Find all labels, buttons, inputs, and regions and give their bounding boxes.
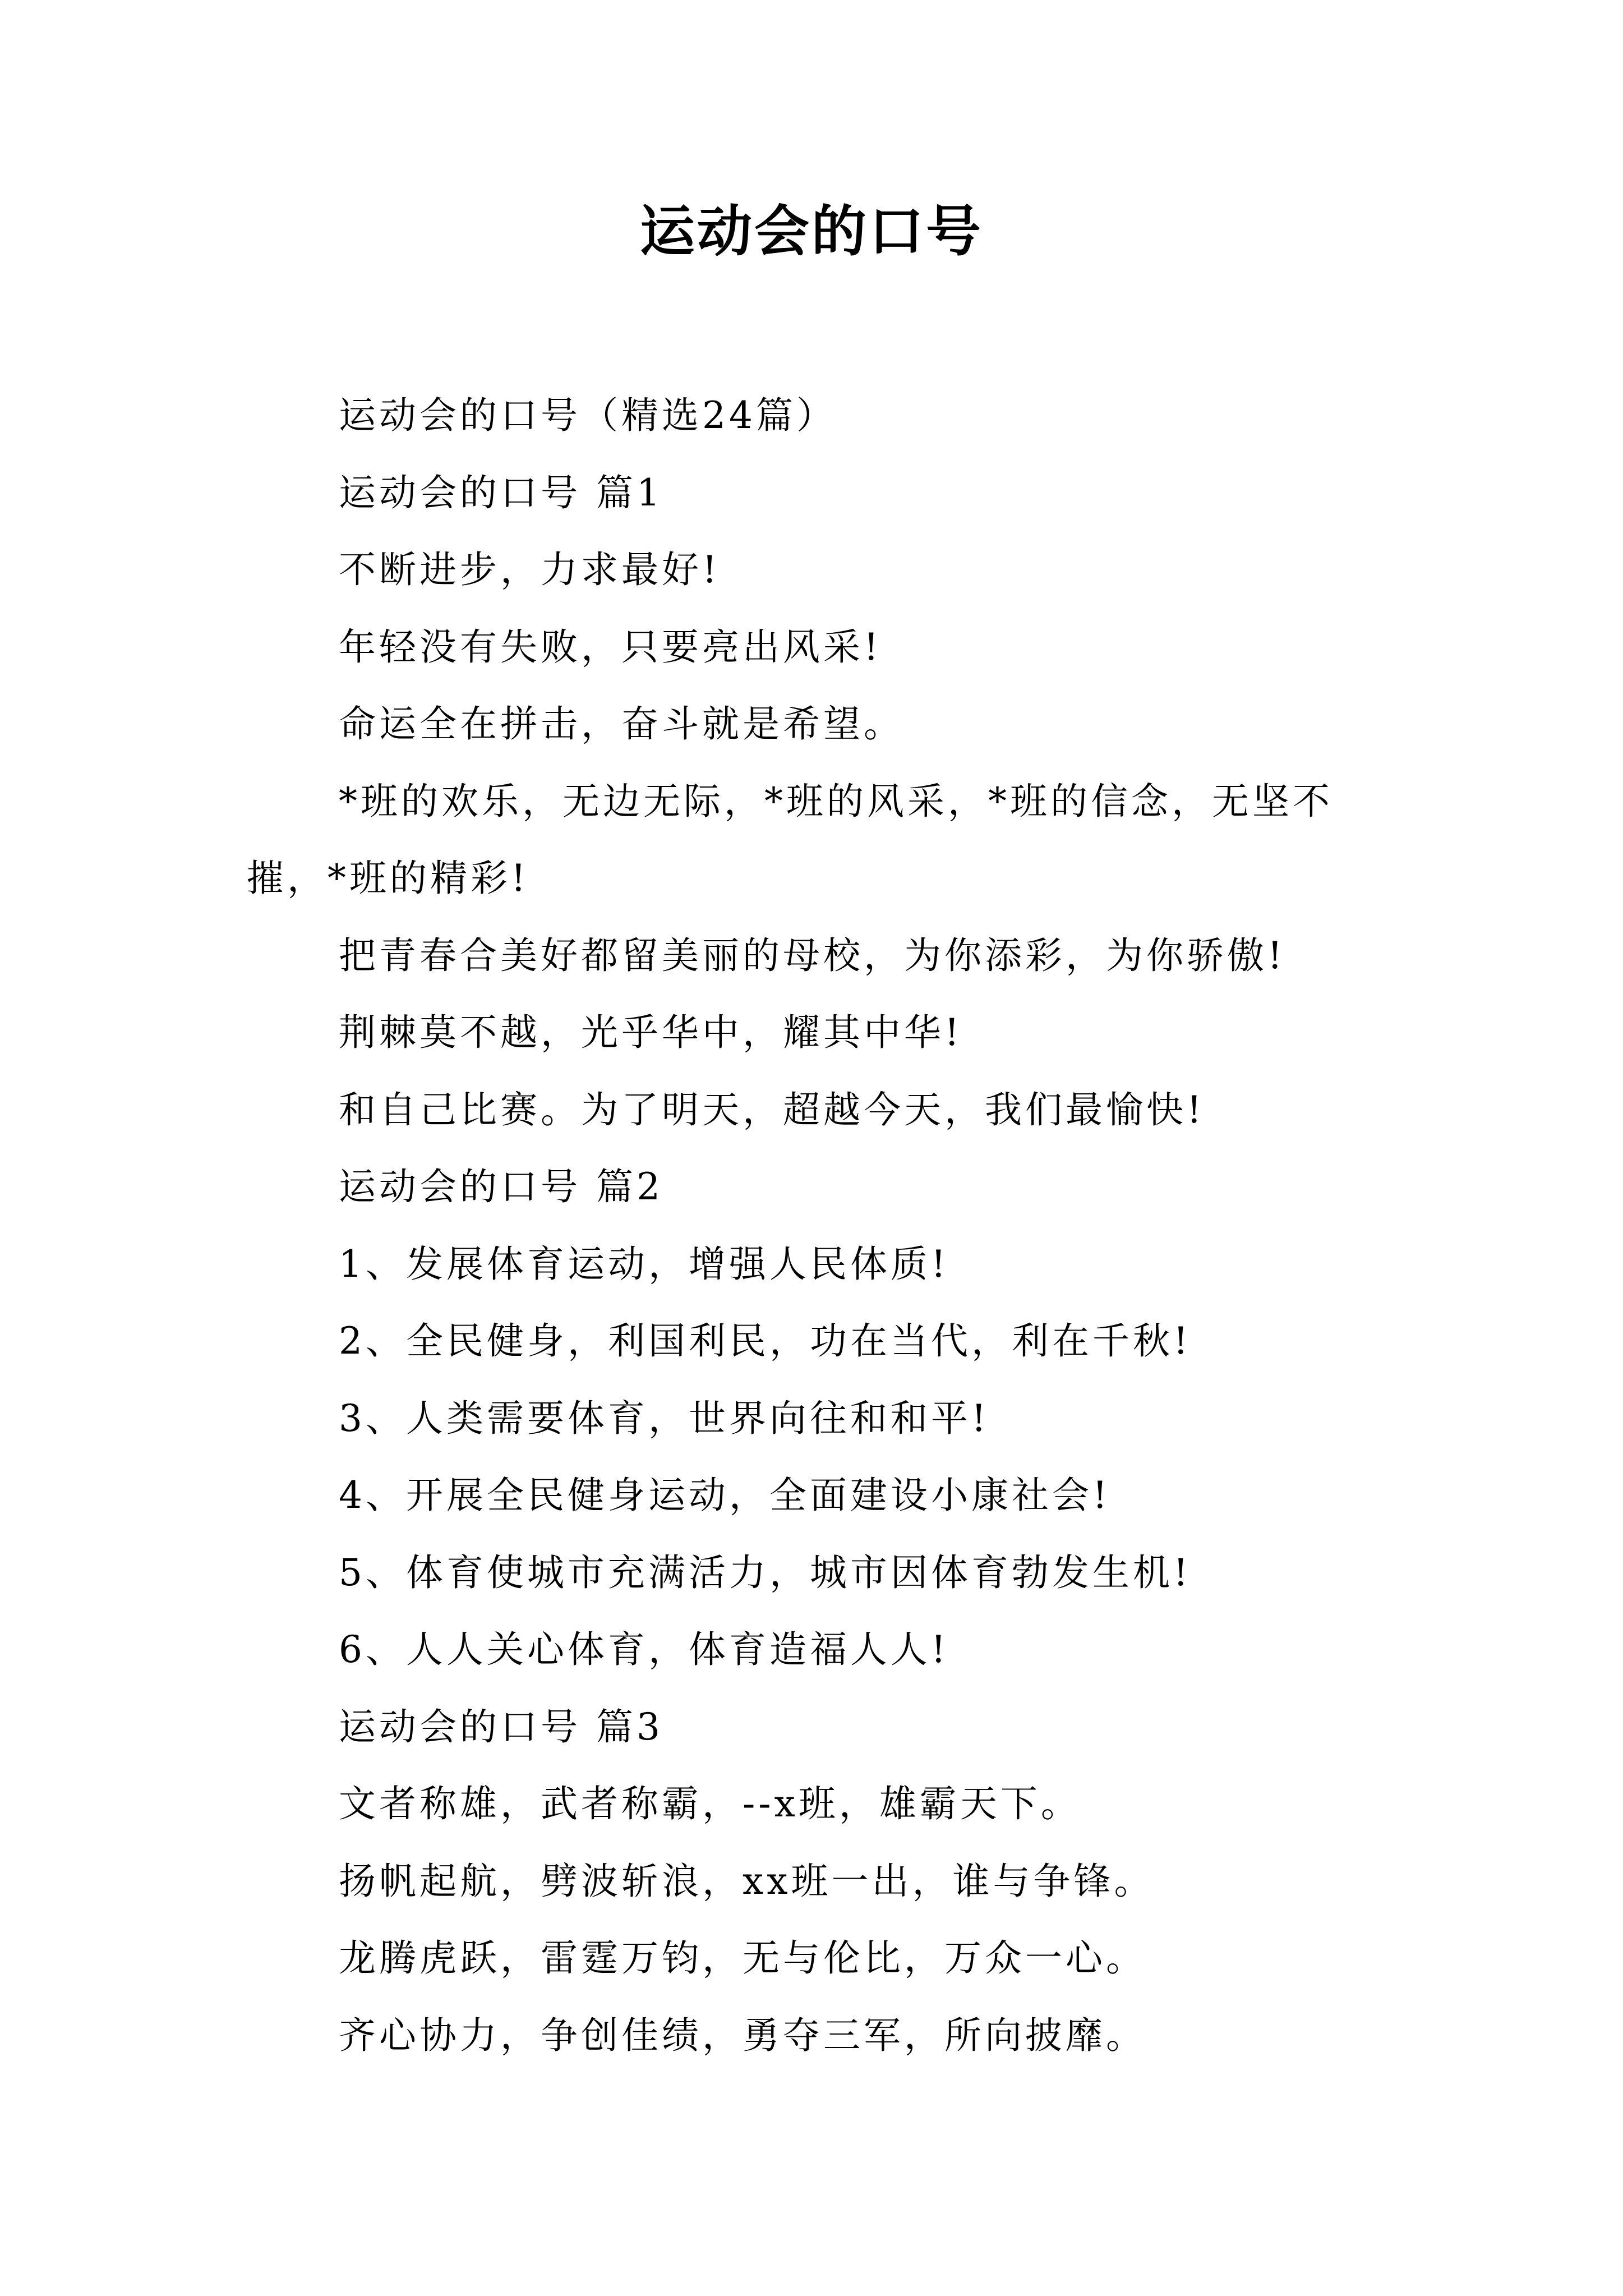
slogan-paragraph: 扬帆起航，劈波斩浪，xx班一出，谁与争锋。 xyxy=(339,1859,1155,1903)
subtitle-paragraph: 运动会的口号（精选24篇） xyxy=(339,394,837,437)
document-title: 运动会的口号 xyxy=(639,200,983,264)
slogan-paragraph: 荆棘莫不越，光乎华中，耀其中华! xyxy=(339,1011,963,1054)
slogan-paragraph: 文者称雄，武者称霸，--x班，雄霸天下。 xyxy=(339,1782,1081,1825)
slogan-paragraph: 把青春合美好都留美丽的母校，为你添彩，为你骄傲! xyxy=(339,933,1286,977)
slogan-paragraph: 3、人类需要体育，世界向往和和平! xyxy=(339,1396,990,1440)
section-heading: 运动会的口号 篇3 xyxy=(339,1705,663,1749)
slogan-paragraph: 不断进步，力求最好! xyxy=(339,548,721,591)
slogan-paragraph: *班的欢乐，无边无际，*班的风采，*班的信念，无坚不摧，*班的精彩! xyxy=(247,779,1333,900)
section-heading: 运动会的口号 篇2 xyxy=(339,1165,663,1208)
slogan-paragraph: 4、开展全民健身运动，全面建设小康社会! xyxy=(339,1474,1111,1517)
slogan-paragraph: 齐心协力，争创佳绩，勇夺三军，所向披靡。 xyxy=(339,2013,1146,2057)
document-body xyxy=(247,377,1380,2074)
section-heading: 运动会的口号 篇1 xyxy=(339,471,663,514)
slogan-paragraph: 龙腾虎跃，雷霆万钧，无与伦比，万众一心。 xyxy=(339,1936,1146,1980)
slogan-paragraph: 1、发展体育运动，增强人民体质! xyxy=(339,1242,949,1286)
slogan-paragraph: 命运全在拼击，奋斗就是希望。 xyxy=(339,702,904,746)
slogan-paragraph: 年轻没有失败，只要亮出风采! xyxy=(339,625,882,669)
slogan-paragraph: 2、全民健身，利国利民，功在当代，利在千秋! xyxy=(339,1319,1192,1363)
slogan-paragraph: 5、体育使城市充满活力，城市因体育勃发生机! xyxy=(339,1550,1192,1594)
slogan-paragraph: 和自己比赛。为了明天，超越今天，我们最愉快! xyxy=(339,1088,1205,1131)
slogan-paragraph: 6、人人关心体育，体育造福人人! xyxy=(339,1628,949,1671)
